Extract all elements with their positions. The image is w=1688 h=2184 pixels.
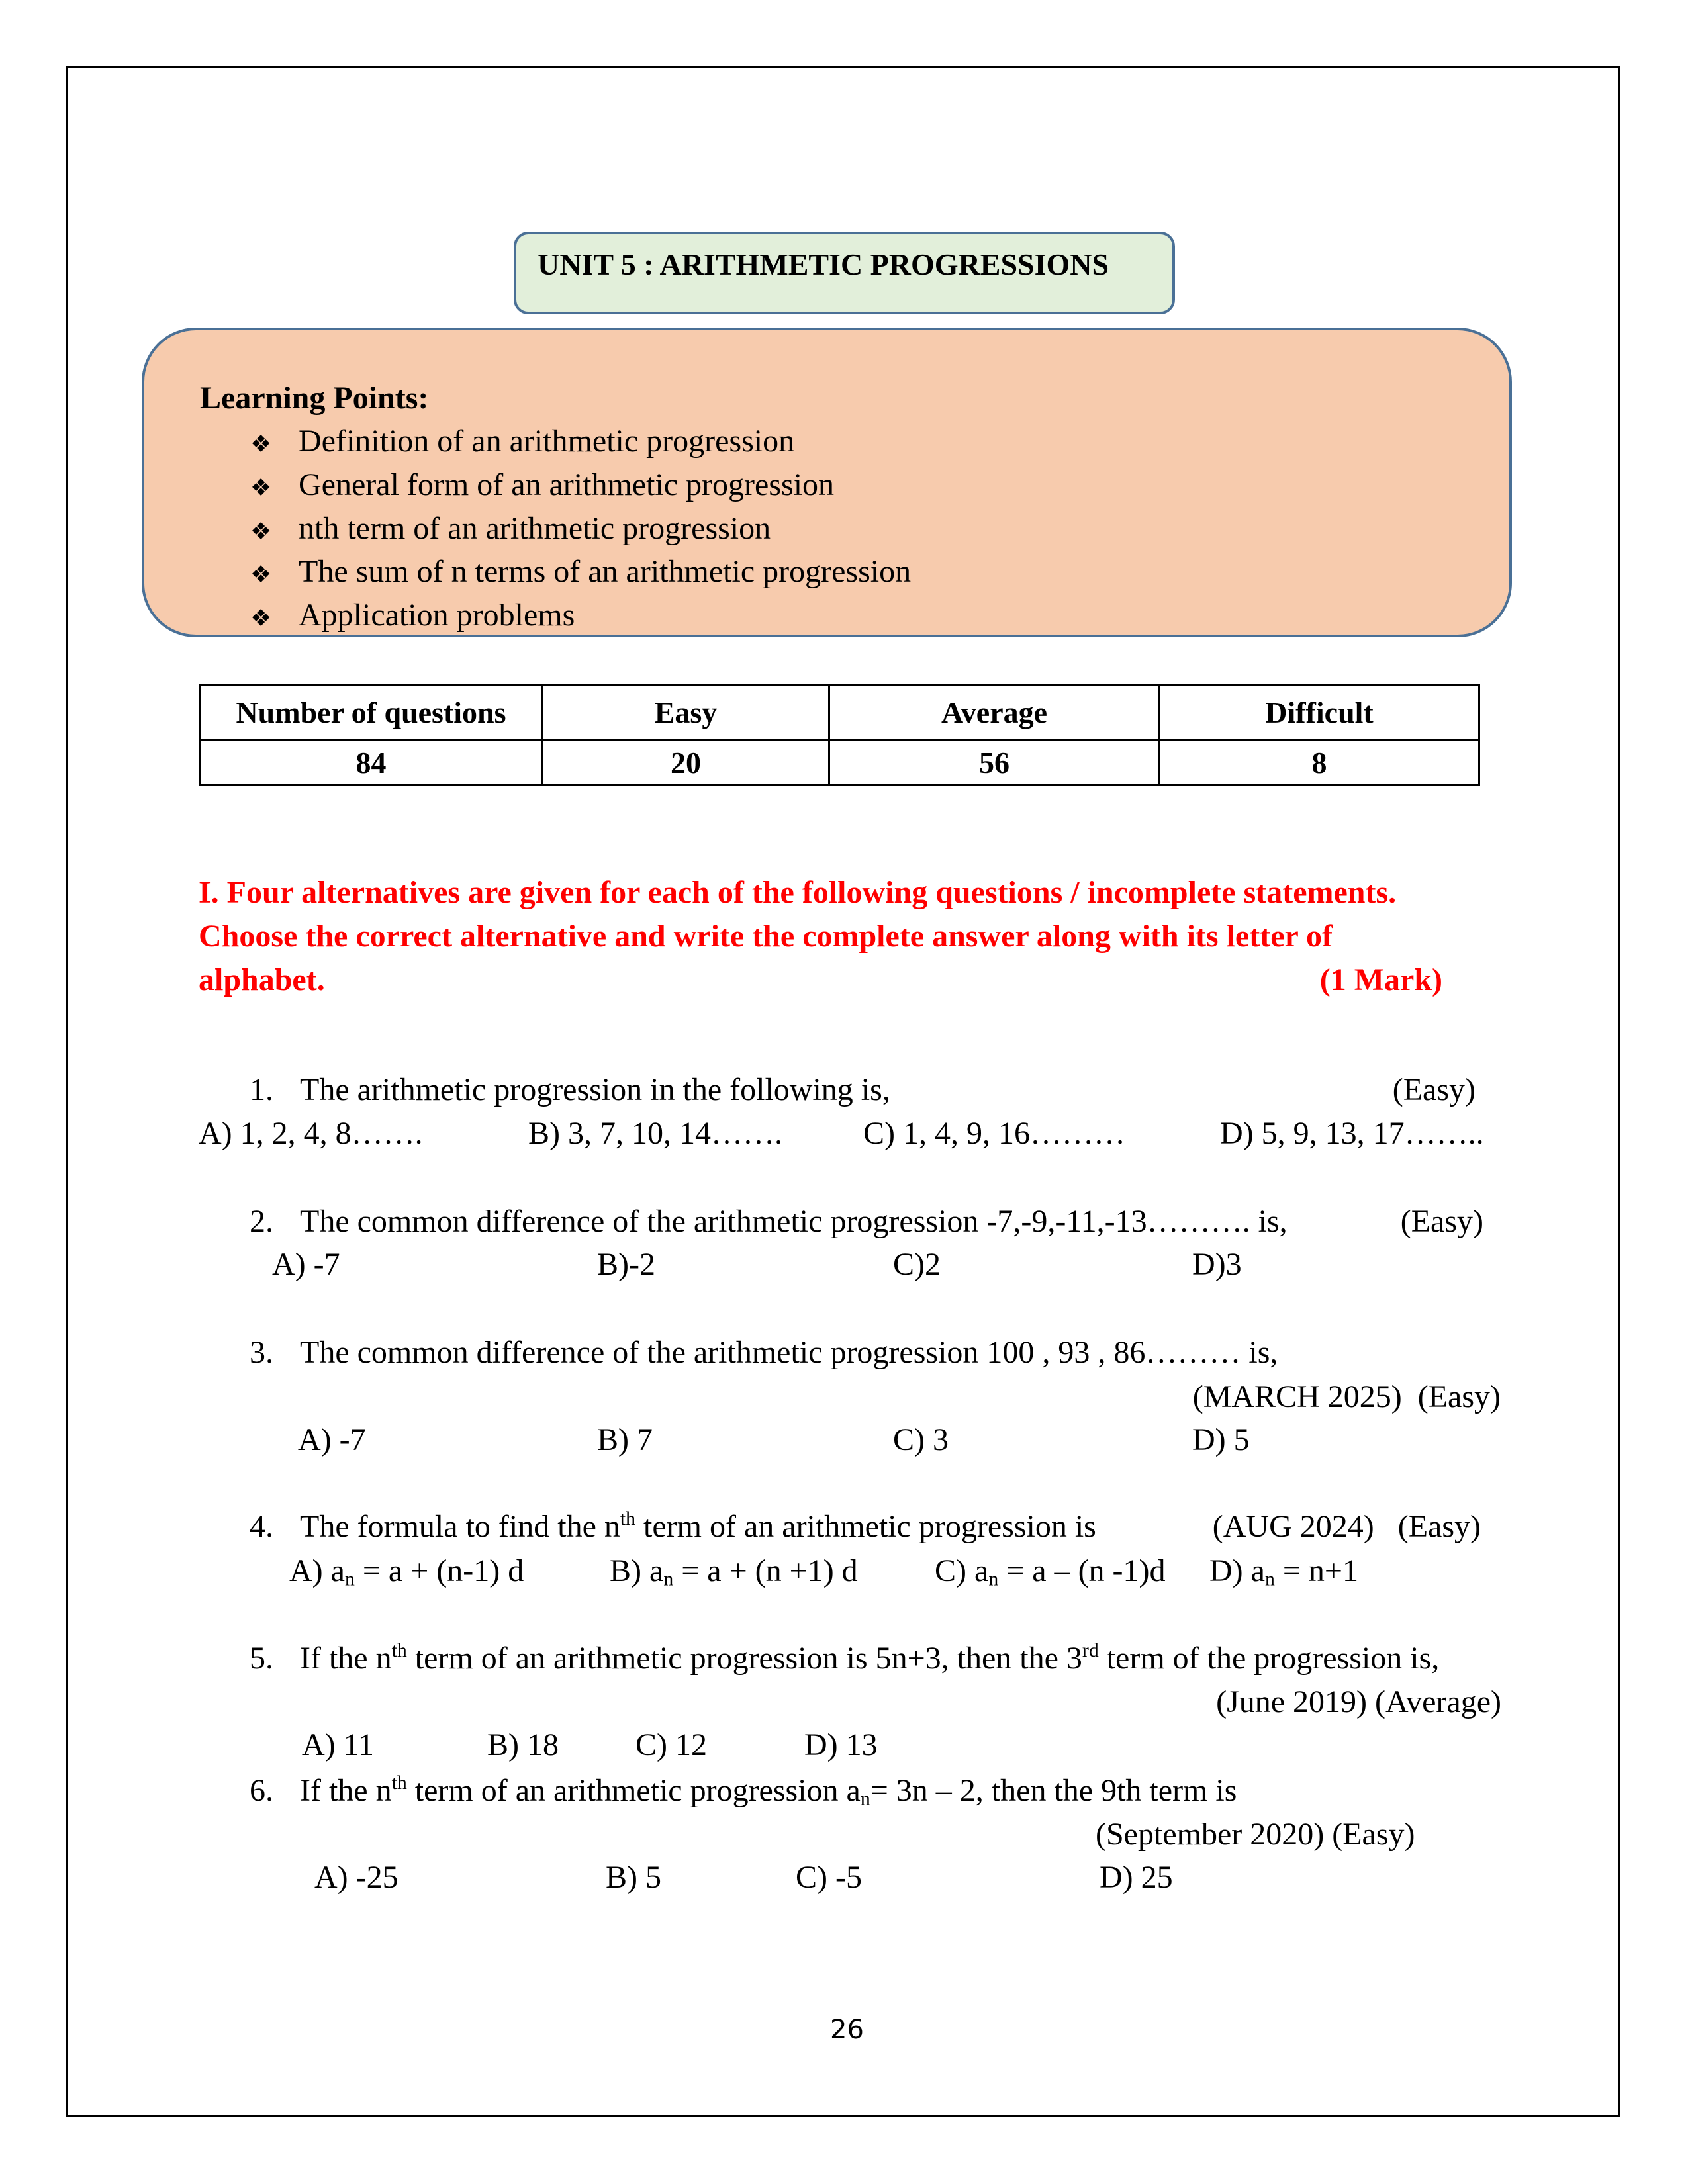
question-tags: (June 2019) (Average)	[1216, 1684, 1501, 1719]
question-text-part: term of an arithmetic progression is 5n+3, then the 3	[406, 1641, 1082, 1676]
question-text	[300, 1508, 1096, 1544]
option-text: = a – (n -1)d	[998, 1553, 1166, 1588]
learning-point-item: The sum of n terms of an arithmetic progression	[299, 554, 912, 589]
subscript: n	[988, 1568, 999, 1590]
subscript: n	[1264, 1568, 1275, 1590]
question-tags: (Easy)	[1400, 1204, 1483, 1239]
table-header-cell: Difficult	[1160, 685, 1479, 740]
learning-point-item: Application problems	[299, 598, 575, 633]
question-tags: (MARCH 2025) (Easy)	[1192, 1379, 1501, 1414]
question-text-part: term of the progression is,	[1098, 1641, 1440, 1676]
option-c: C) 3	[893, 1422, 949, 1457]
option-a	[289, 1553, 524, 1590]
option-a: A) -7	[272, 1247, 340, 1282]
superscript: th	[391, 1772, 407, 1794]
option-text: = a + (n +1) d	[673, 1553, 858, 1588]
question-text-part: term of an arithmetic progression is	[635, 1509, 1096, 1544]
table-header-cell: Easy	[543, 685, 829, 740]
option-text: D) a	[1209, 1553, 1265, 1588]
subscript: n	[663, 1568, 674, 1590]
option-d	[1209, 1553, 1358, 1590]
question-number: 2.	[250, 1204, 273, 1239]
option-text: = a + (n-1) d	[354, 1553, 524, 1588]
question-text-part: The formula to find the n	[300, 1509, 620, 1544]
option-d: D) 25	[1100, 1860, 1173, 1895]
option-text: A) a	[289, 1553, 345, 1588]
table-header-cell: Number of questions	[200, 685, 543, 740]
section-instruction-line: alphabet.	[199, 962, 325, 997]
diamond-bullet-icon: ❖	[250, 561, 272, 588]
learning-point-item: General form of an arithmetic progression	[299, 467, 835, 502]
option-c: C)2	[893, 1247, 941, 1282]
table-cell: 20	[543, 740, 829, 786]
unit-title: UNIT 5 : ARITHMETIC PROGRESSIONS	[538, 248, 1109, 281]
question-tags: (September 2020) (Easy)	[1096, 1817, 1415, 1852]
option-d: D) 5	[1192, 1422, 1250, 1457]
question-text-part: If the n	[300, 1773, 392, 1808]
question-text-part: = 3n – 2, then the 9th term is	[870, 1773, 1237, 1808]
section-marks: (1 Mark)	[1319, 962, 1442, 997]
option-b: B) 5	[606, 1860, 661, 1895]
option-d: D) 5, 9, 13, 17……..	[1220, 1116, 1484, 1151]
table-header-row	[200, 685, 1479, 740]
option-text: = n+1	[1274, 1553, 1358, 1588]
superscript: rd	[1082, 1639, 1099, 1662]
learning-points-heading: Learning Points:	[200, 381, 429, 416]
section-instruction-line: Choose the correct alternative and write the complete answer along with its letter of	[199, 919, 1333, 954]
question-tags: (AUG 2024) (Easy)	[1212, 1509, 1481, 1544]
question-text: The common difference of the arithmetic progression -7,-9,-11,-13………. is,	[300, 1204, 1288, 1239]
option-b: B)-2	[597, 1247, 655, 1282]
option-b: B) 7	[597, 1422, 653, 1457]
table-cell: 8	[1160, 740, 1479, 786]
option-b	[610, 1553, 858, 1590]
question-text	[300, 1772, 1237, 1810]
option-c: C) 1, 4, 9, 16………	[863, 1116, 1125, 1151]
question-text-part: If the n	[300, 1641, 392, 1676]
diamond-bullet-icon: ❖	[250, 518, 272, 545]
option-text: B) a	[610, 1553, 664, 1588]
question-text: The common difference of the arithmetic progression 100 , 93 , 86……… is,	[300, 1335, 1278, 1370]
subscript: n	[344, 1568, 355, 1590]
question-number: 3.	[250, 1335, 273, 1370]
option-a: A) 1, 2, 4, 8…….	[199, 1116, 423, 1151]
diamond-bullet-icon: ❖	[250, 605, 272, 631]
option-a: A) -25	[314, 1860, 399, 1895]
question-number: 6.	[250, 1773, 273, 1808]
question-number: 5.	[250, 1641, 273, 1676]
table-cell: 84	[200, 740, 543, 786]
option-d: D) 13	[804, 1727, 878, 1762]
option-a: A) 11	[302, 1727, 374, 1762]
table-row	[200, 740, 1479, 786]
section-instruction-line: I. Four alternatives are given for each of the following questions / incomplete statements.	[199, 875, 1397, 910]
question-tags: (Easy)	[1392, 1072, 1476, 1107]
table-cell: 56	[829, 740, 1160, 786]
learning-point-item: Definition of an arithmetic progression	[299, 424, 795, 459]
option-b: B) 18	[487, 1727, 559, 1762]
question-text-part: term of an arithmetic progression a	[406, 1773, 861, 1808]
superscript: th	[391, 1639, 407, 1662]
learning-point-item: nth term of an arithmetic progression	[299, 511, 771, 546]
option-text: C) a	[935, 1553, 989, 1588]
diamond-bullet-icon: ❖	[250, 475, 272, 501]
question-number: 1.	[250, 1072, 273, 1107]
question-text: The arithmetic progression in the following is,	[300, 1072, 890, 1107]
subscript: n	[860, 1788, 870, 1810]
table-header-cell: Average	[829, 685, 1160, 740]
question-stats-table	[199, 684, 1480, 786]
option-c: C) 12	[635, 1727, 707, 1762]
question-number: 4.	[250, 1509, 273, 1544]
option-d: D)3	[1192, 1247, 1242, 1282]
superscript: th	[620, 1508, 636, 1530]
option-b: B) 3, 7, 10, 14…….	[528, 1116, 782, 1151]
option-a: A) -7	[298, 1422, 366, 1457]
option-c	[935, 1553, 1166, 1590]
question-text	[300, 1639, 1440, 1676]
diamond-bullet-icon: ❖	[250, 431, 272, 457]
option-c: C) -5	[796, 1860, 862, 1895]
page-number: 26	[830, 2015, 864, 2045]
